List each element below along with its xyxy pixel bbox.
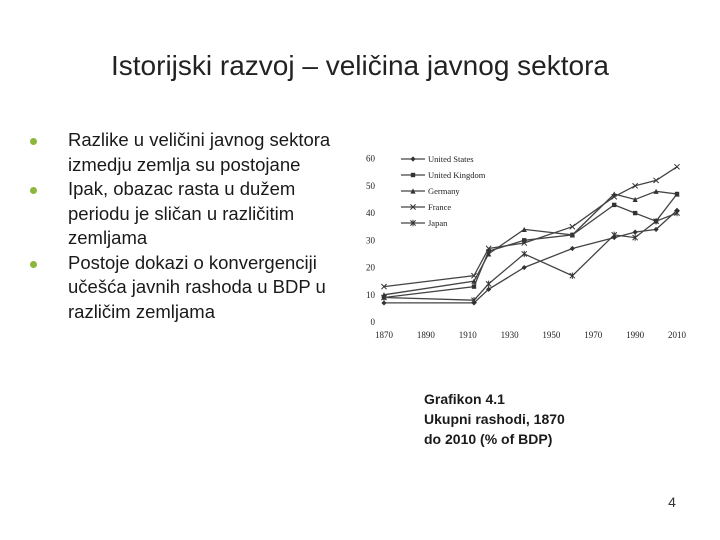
caption-line: do 2010 (% of BDP) <box>424 431 553 447</box>
data-point <box>410 156 415 161</box>
bullet-text: Postoje dokazi o konvergenciji učešća javnih rashoda u BDP u različim zemljama <box>68 251 326 322</box>
x-tick-label: 1910 <box>458 330 477 340</box>
y-tick-label: 20 <box>366 262 375 273</box>
data-point <box>411 173 415 177</box>
bullet-item <box>28 177 348 251</box>
x-tick-label: 2010 <box>668 330 686 340</box>
y-tick-label: 60 <box>366 153 375 164</box>
bullet-dot-icon <box>30 261 37 268</box>
y-tick-label: 40 <box>366 208 375 219</box>
data-point <box>381 300 386 305</box>
legend-label: United States <box>428 154 474 164</box>
y-tick-label: 50 <box>366 180 375 191</box>
data-point <box>570 246 575 251</box>
data-point <box>486 281 491 287</box>
x-tick-label: 1870 <box>375 330 393 340</box>
bullet-text: Ipak, obazac rasta u dužem periodu je sličan u različitim zemljama <box>68 178 296 248</box>
x-tick-label: 1970 <box>584 330 603 340</box>
data-point <box>633 230 638 235</box>
bullet-text: Razlike u veličini javnog sektora izmedju zemlja su postojane <box>68 129 331 175</box>
data-point <box>633 211 637 215</box>
data-point <box>674 164 679 169</box>
data-point <box>570 273 575 279</box>
page-number: 4 <box>668 494 676 510</box>
data-point <box>674 210 679 216</box>
x-tick-label: 1930 <box>500 330 519 340</box>
bullet-list <box>28 128 348 324</box>
y-tick-label: 10 <box>366 289 375 300</box>
bullet-dot-icon <box>30 138 37 145</box>
chart-caption <box>424 389 664 449</box>
x-tick-label: 1890 <box>416 330 435 340</box>
data-point <box>472 284 476 288</box>
y-tick-label: 30 <box>366 235 375 246</box>
legend-label: Germany <box>428 186 460 196</box>
bullet-item <box>28 251 348 325</box>
legend-label: France <box>428 202 452 212</box>
slide-title: Istorijski razvoj – veličina javnog sektora <box>111 50 609 81</box>
legend-label: Japan <box>428 218 448 228</box>
expenditure-line-chart <box>355 145 695 355</box>
data-point <box>612 203 616 207</box>
bullet-item <box>28 128 348 177</box>
x-tick-label: 1990 <box>626 330 645 340</box>
legend-label: United Kingdom <box>428 170 486 180</box>
bullet-dot-icon <box>30 187 37 194</box>
y-tick-label: 0 <box>370 317 375 327</box>
caption-line: Ukupni rashodi, 1870 <box>424 411 565 427</box>
caption-line: Grafikon 4.1 <box>424 391 505 407</box>
x-tick-label: 1950 <box>542 330 561 340</box>
data-point <box>522 251 527 257</box>
